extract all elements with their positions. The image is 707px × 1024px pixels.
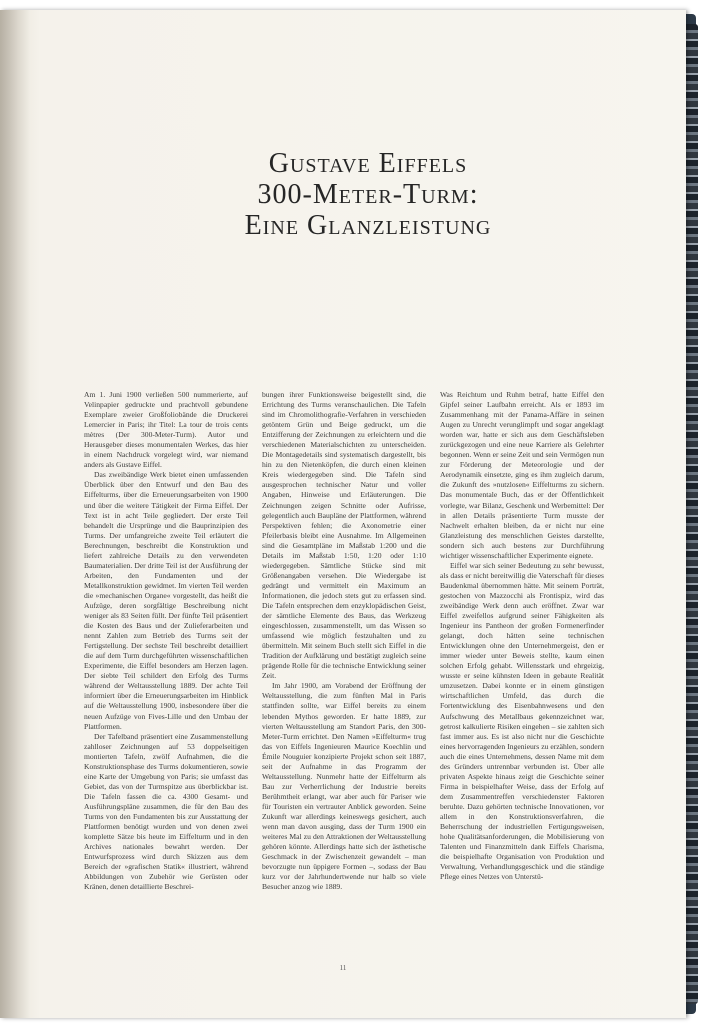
paragraph: Was Reichtum und Ruhm betraf, hatte Eiffel den Gipfel seiner Laufbahn erreicht. Als er 1893 im Zusammenhang mit der Panama-Affäre in seinen Augen zu Unrecht verunglimpft und sogar angeklagt worden war, hatte er sich aus dem Geschäftsleben zurückgezogen und eine neue Karriere als Gelehrter begonnen. Wenn er seine Zeit und sein Vermögen nun zur Förderung der Meteorologie und der Aerodynamik einsetzte, ging es ihm zugleich darum, die Zukunft des »nutzlosen« Eiffelturms zu sichern. Das monumentale Buch, das er der Öffentlichkeit vorlegte, war Bilanz, Geschenk und Werbemittel: Der in allen Details präsentierte Turm musste der Nachwelt erhalten bleiben, da er nicht nur eine Glanzleistung des menschlichen Geistes darstellte, sondern sich auch bestens zur Durchführung wichtiger wissenschaftlicher Experimente eignete. <box>440 390 604 560</box>
paragraph: Das zweibändige Werk bietet einen umfassenden Überblick über den Entwurf und den Bau des Eiffelturms, über die Erneuerungsarbeiten von 1900 und über die weitere Tätigkeit der Firma Eiffel. Der Text ist in acht Teile gegliedert. Der erste Teil behandelt die Ursprünge und die Bauprinzipien des Turms. Der umfangreiche zweite Teil erläutert die Berechnungen, beschreibt die Konstruktion und liefert zahlreiche Details zu den verwendeten Baumaterialien. Der dritte Teil ist der Ausführung der Arbeiten, den Fundamenten und der Metallkonstruktion gewidmet. Im vierten Teil werden die »mechanischen Organe« vorgestellt, das heißt die Aufzüge, deren sorgfältige Beschreibung nicht weniger als 83 Seiten füllt. Der fünfte Teil präsentiert die Kosten des Baus und der Zulieferarbeiten und nennt Zahlen zum Betrieb des Turms seit der Fertigstellung. Der sechste Teil beschreibt detailliert die auf dem Turm durchgeführten wissenschaftlichen Experimente, die Eiffel besonders am Herzen lagen. Der siebte Teil schildert den Erfolg des Turms während der Weltausstellung 1889. Der achte Teil informiert über die Erneuerungsarbeiten im Hinblick auf die Weltausstellung 1900, insbesondere über die neuen Aufzüge von Fives-Lille und den Umbau der Plattformen. <box>84 470 248 731</box>
title-line-1: Gustave Eiffels <box>268 148 468 179</box>
text-column-2 <box>262 390 426 960</box>
paragraph: Im Jahr 1900, am Vorabend der Eröffnung der Weltausstellung, die zum fünften Mal in Paris stattfinden sollte, war Eiffel bereits zu einem lebenden Mythos geworden. Er hatte 1889, zur vierten Weltausstellung am Standort Paris, den 300-Meter-Turm errichtet. Den Namen »Eiffelturm« trug das von Eiffels Ingenieuren Maurice Koechlin und Émile Nouguier konzipierte Projekt schon seit 1887, seit der Aufnahme in das Programm der Weltausstellung. Nunmehr hatte der Eiffelturm als Bau zur Verherrlichung der Industrie bereits Berühmtheit erlangt, war aber auch für Pariser wie für Touristen ein vertrauter Anblick geworden. Seine Zukunft war allerdings keineswegs gesichert, auch wenn man davon ausging, dass der Turm 1900 ein weiteres Mal zu den Attraktionen der Weltausstellung gehören könnte. Allerdings hatte sich der ästhetische Geschmack in der Zwischenzeit gewandelt – man bevorzugte nun üppigere Formen –, sodass der Bau kurz vor der Jahrhundertwende nur halb so viele Besucher anzog wie 1889. <box>262 681 426 892</box>
paragraph: Eiffel war sich seiner Bedeutung zu sehr bewusst, als dass er nicht bereitwillig die Vaterschaft für dieses Baudenkmal übernommen hätte. Mit seinem Porträt, gestochen von Mazzocchi als Frontispiz, wird das zweibändige Werk denn auch eröffnet. Zwar war Eiffel zweifellos aufgrund seiner Fähigkeiten als Ingenieur ins Pantheon der großen Formenerfinder gelangt, doch hätten seine technischen Entwicklungen ohne den Unternehmergeist, den er immer wieder unter Beweis stellte, kaum einen solchen Erfolg gehabt. Willensstark und ehrgeizig, wusste er seine kühnsten Ideen in gebaute Realität umzusetzen. Dabei konnte er in einem günstigen wirtschaftlichen Umfeld, das durch die Fortentwicklung des Eisenbahnwesens und den Aufschwung des Metallbaus gekennzeichnet war, getrost kalkulierte Risiken eingehen – sie zahlten sich fast immer aus. Es ist also nicht nur die Geschichte eines hervorragenden Ingenieurs zu erzählen, sondern auch die eines Unternehmens, dessen Name mit dem des Gründers untrennbar verbunden ist. Über alle privaten Aspekte hinaus zeigt die Geschichte seiner Firma in beispielhafter Weise, dass der Erfolg auf dem Zusammentreffen verschiedenster Faktoren beruhte. Dazu gehörten technische Innovationen, vor allem in den Konstruktionsverfahren, die Beherrschung der industriellen Fertigungsweisen, hohe Qualitätsanforderungen, die Mobilisierung von Talenten und Finanzmitteln dank Eiffels Charisma, die beispielhafte Organisation von Produktion und Verwaltung, Verhandlungsgeschick und die ständige Pflege eines Netzes von Unterstü- <box>440 560 604 882</box>
body-text-columns <box>84 390 604 960</box>
title-line-3: Eine Glanzleistung <box>244 210 492 241</box>
paragraph: bungen ihrer Funktionsweise beigestellt sind, die Errichtung des Turms veranschaulichen. Die Tafeln sind im Chromolithografie-Verfahren in verschieden getöntem Grün und Beige gedruckt, um die Entzifferung der Zeichnungen zu erleichtern und die verschiedenen Materialschichten zu unterscheiden. Die Montagedetails sind systematisch dargestellt, bis hin zu den Nietenköpfen, die durch einen kleinen Kreis wiedergegeben sind. Die Tafeln sind ausgesprochen technischer Natur und voller Angaben, Hinweise und Erläuterungen. Die Zeichnungen zeigen Schnitte oder Aufrisse, gelegentlich auch Baupläne der Plattformen, während Perspektiven fehlen; die Axonometrie einer Pfeilerbasis bleibt eine Ausnahme. Im Allgemeinen sind die Gesamtpläne im Maßstab 1:200 und die Details im Maßstab 1:50, 1:20 oder 1:10 wiedergegeben. Sämtliche Stücke sind mit Größenangaben versehen. Die Wiedergabe ist gedrängt und vermittelt ein Maximum an Informationen, die jedoch stets gut zu erfassen sind. Die Tafeln entsprechen dem enzyklopädischen Geist, der sämtliche Elemente des Baus, das Werkzeug eingeschlossen, zusammenstellt, um das Wissen so umfassend wie möglich festzuhalten und zu übermitteln. Mit seinem Buch stellt sich Eiffel in die Tradition der Aufklärung und bestätigt zugleich seine prägende Rolle für die technische Entwicklung seiner Zeit. <box>262 390 426 681</box>
text-column-1 <box>84 390 248 960</box>
chapter-title <box>150 148 586 241</box>
page-number: 11 <box>339 964 347 972</box>
paragraph: Am 1. Juni 1900 verließen 500 nummerierte, auf Velinpapier gedruckte und prachtvoll gebundene Exemplare zweier Großfoliobände die Druckerei Lemercier in Paris; ihr Titel: La tour de trois cents mètres (Der 300-Meter-Turm). Autor und Herausgeber dieses monumentalen Werkes, das hier in einem Nachdruck vorgelegt wird, war niemand anders als Gustave Eiffel. <box>84 390 248 470</box>
paragraph: Der Tafelband präsentiert eine Zusammenstellung zahlloser Zeichnungen auf 53 doppelseitigen montierten Tafeln, zwölf Aufnahmen, die die Konstruktionsphase des Turms dokumentieren, sowie eine Karte der Umgebung von Paris; sie umfasst das Gebiet, das von der Turmspitze aus überblickbar ist. Die Tafeln fassen die ca. 4300 Gesamt- und Ausführungspläne zusammen, die für den Bau des Turms von den Fundamenten bis zur Ausstattung der Plattformen benötigt wurden und von denen zwei komplette Sätze bis heute im Eiffelturm und in den Archives nationales bewahrt werden. Der Entwurfsprozess wird durch Skizzen aus dem Bereich der »grafischen Statik« illustriert, während Abbildungen von Zubehör wie Gerüsten oder Kränen, denen detaillierte Beschrei- <box>84 731 248 892</box>
text-column-3 <box>440 390 604 960</box>
title-line-2: 300-Meter-Turm: <box>257 179 479 210</box>
page-gutter-shadow <box>0 10 30 1018</box>
